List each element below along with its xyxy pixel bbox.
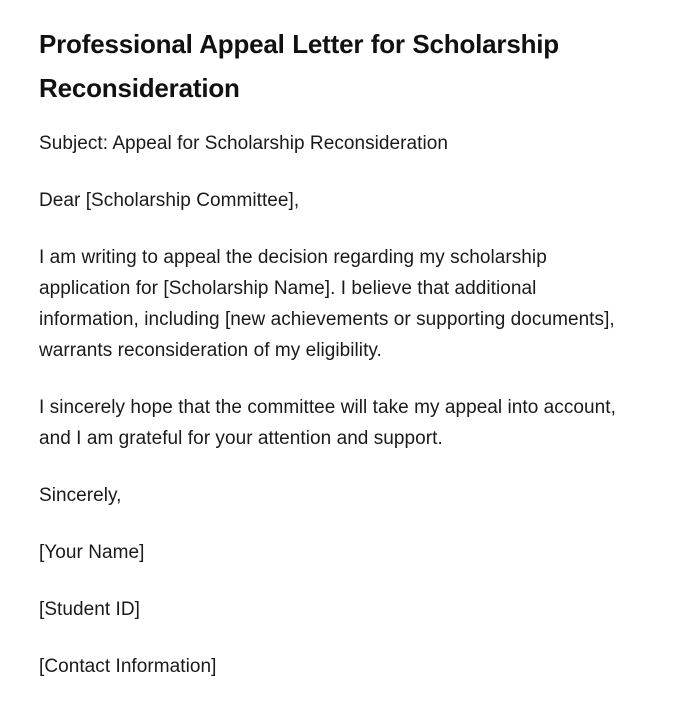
page-title: Professional Appeal Letter for Scholarship Reconsideration	[39, 29, 559, 103]
letter-signature-name: [Your Name]	[39, 542, 145, 563]
letter-contact-info: [Contact Information]	[39, 656, 217, 677]
letter-body	[39, 128, 660, 682]
letter-paragraph-body-1: I am writing to appeal the decision regarding my scholarship application for [Scholarship Name]. I believe that additional information, including [new achievements or supporting documents], warrants reconsideration of my eligibility.	[39, 247, 615, 361]
letter-subject-line: Subject: Appeal for Scholarship Reconsideration	[39, 133, 448, 154]
letter-closing: Sincerely,	[39, 485, 122, 506]
letter-paragraph-body-2: I sincerely hope that the committee will take my appeal into account, and I am grateful for your attention and support.	[39, 397, 616, 449]
letter-student-id: [Student ID]	[39, 599, 140, 620]
letter-salutation: Dear [Scholarship Committee],	[39, 190, 300, 211]
